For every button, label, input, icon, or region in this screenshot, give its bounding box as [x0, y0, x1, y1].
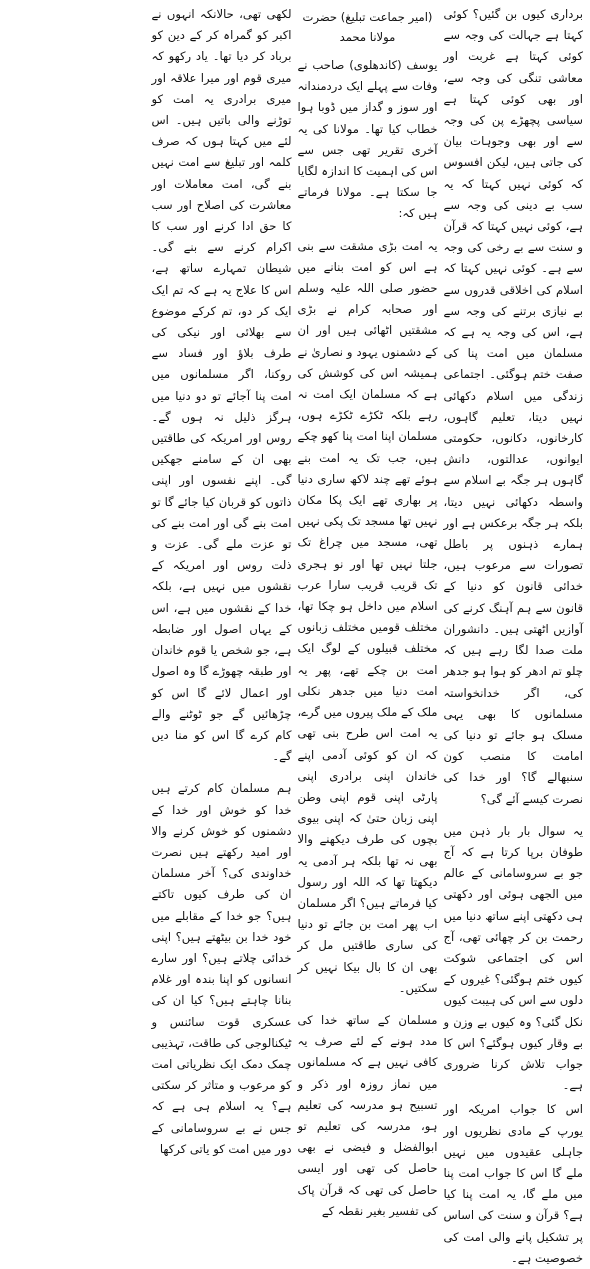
paragraph: یہ سوال بار بار ذہن میں طوفان برپا کرتا ہے کہ آج جو بے سروسامانی کے عالم میں الجھی ہوئی اور دکھتی ہی دکھتی اپنے ساتھ دنیا میں رحمت بن کر چھائی تھی، آج اس کی اجتماعی شوکت کیوں ختم ہوگئی؟ غیروں کے دلوں سے اس کی ہیبت کیوں نکل گئی؟ وہ کیوں بے وزن و بے وقار کیوں ہوگئے؟ اس کا جواب تلاش کرنا ضروری ہے۔ [443, 823, 583, 1093]
column-3 [149, 4, 295, 1156]
column-4 [4, 4, 149, 800]
column-2 [295, 4, 441, 1218]
paragraph-gap [298, 228, 438, 236]
paragraph: برداری کیوں بن گئیں؟ کوئی کہتا ہے جہالت کی وجہ سے کوئی کہتا ہے غربت اور معاشی تنگی کی وجہ سے، اور بھی کوئی کہتا ہے سیاسی پچھڑے پن کی وجہ سے اور بھی وجوہات بیان کی جاتی ہیں، لیکن افسوس کہ کوئی نہیں کہتا کہ یہ سب بے دینی کی وجہ سے ہے، کوئی نہیں کہتا کہ قرآن و سنت سے بے رخی کی وجہ سے ہے۔ کوئی نہیں کہتا کہ اسلام کی اخلاقی قدروں سے بے نیازی برتنے کی وجہ سے ہے، اس کی وجہ یہ ہے کہ مسلمان میں امت پنا کی صفت ختم ہوگئی۔ اجتماعی زندگی میں اسلام دکھائی نہیں دیتا، تعلیم گاہوں، کارخانوں، دکانوں، حکومتی ایوانوں، عدالتوں، دانش گاہوں ہر جگہ بے اسلام سے واسطہ دکھائی نہیں دیتا، بلکہ ہر جگہ برعکس ہے اور ہمارے ذہنوں پر باطل تصورات سے مرعوب ہیں، خدائی قانون کو دنیا کے قانون سے ہم آہنگ کرنے کی آوازیں اٹھتی ہیں۔ دانشوران ملت صدا لگا رہے ہیں کہ چلو تم ادھر کو ہوا ہو جدھر کی، اگر خدانخواستہ مسلمانوں کا بھی یہی مسلک ہو جائے تو دنیا کی امامت کا منصب کون سنبھالے گا؟ اور خدا کی نصرت کیسے آئے گی؟ [443, 7, 583, 806]
paragraph: یوسف (کاندھلوی) صاحب نے وفات سے پہلے ایک دردمندانہ اور سوز و گداز میں ڈوبا ہوا خطاب کیا تھا۔ مولانا کی یہ آخری تقریر تھی جس سے اس کی اہمیت کا اندازہ لگایا جا سکتا ہے۔ مولانا فرماتے ہیں کہ: [297, 58, 438, 221]
paragraph: مسلمان کے ساتھ خدا کی مدد ہونے کے لئے صرف یہ کافی نہیں ہے کہ مسلمانوں میں نماز روزہ اور ذکر و تسبیح ہو مدرسہ کی تعلیم ہو، مدرسہ کی تعلیم تو ابوالفضل و فیضی نے بھی حاصل کی تھی اور ایسی حاصل کی تھی کہ قرآن پاک کی تفسیر بغیر نقطہ کے [297, 1012, 438, 1218]
paragraph: اس کا جواب امریکہ اور یورپ کے مادی نظریوں اور جاہلی عقیدوں میں نہیں ملے گا اس کا جواب امت پنا میں ملے گا، یہ امت پنا کیا ہے؟ قرآن و سنت کی اساس پر تشکیل پانے والی امت کی خصوصیت ہے۔ [443, 1102, 583, 1265]
column-heading: (امیر جماعت تبلیغ) حضرت مولانا محمد [302, 10, 433, 44]
paragraph-gap [152, 770, 292, 778]
paragraph: لکھی تھی، حالانکہ انہوں نے اکبر کو گمراہ کر کے دین کو برباد کر دیا تھا۔ یاد رکھو کہ میری قوم اور میرا علاقہ اور میری برادری یہ امت کو توڑنے والی باتیں ہیں۔ اس لئے میں کہتا ہوں کہ صرف کلمہ اور تبلیغ سے امت نہیں بنے گی، امت معاملات اور معاشرت کی اصلاح اور سب کا حق ادا کرنے اور سب کا اکرام کرنے سے بنے گی۔ شیطان تمہارے ساتھ ہے، اس کا علاج یہ ہے کہ تم ایک ایک کر دو، تم کرکے موضوع سے بھلائی اور نیکی کی طرف بلاؤ اور فساد سے روکنا، اگر مسلمانوں میں امت پنا آجائے تو دو دنیا میں ہرگز ذلیل نہ ہوں گے۔ روس اور امریکہ کی طاقتیں بھی ان کے سامنے جھکیں گی۔ اپنے نفسوں اور اپنی ذاتوں کو قربان کیا جائے گا تو امت بنے گی اور امت بنے کی تو عزت ملے گی۔ عزت و ذلت روس اور امریکہ کے نقشوں میں نہیں ہے، بلکہ خدا کے نقشوں میں ہے، اس کے یہاں اصول اور ضابطہ ہے، جو شخص یا قوم خاندان اور طبقہ چھوڑے گا وہ اصول اور اعمال لائے گا اس کو چڑھائیں گے جو ٹوٹنے والے کام کرے گا اس کو منا دیں گے۔ [151, 7, 292, 764]
column-1 [441, 4, 587, 1265]
paragraph-gap [444, 813, 584, 821]
paragraph-gap [298, 1002, 438, 1010]
paragraph: یہ امت بڑی مشقت سے بنی ہے اس کو امت بنانے میں حضور صلی اللہ علیہ وسلم اور صحابہ کرام نے بڑی مشقتیں اٹھائی ہیں اور ان کے دشمنوں یہود و نصاریٰ نے ہمیشہ اس کی کوشش کی ہے کہ مسلمان ایک امت نہ رہے بلکہ ٹکڑے ٹکڑے ہوں، مسلمان اپنا امت پنا کھو چکے ہیں، جب تک یہ امت بنے ہوئے تھے چند لاکھ ساری دنیا پر بھاری تھے ایک پکا مکان نہیں تھا مسجد تک پکی نہیں تھی، مسجد میں چراغ تک جلتا نہیں تھا اور نو ہجری تک قریب قریب سارا عرب اسلام میں داخل ہو چکا تھا، مختلف قومیں مختلف زبانوں مختلف قبیلوں کے لوگ ایک امت بن چکے تھے، پھر یہ امت دنیا میں جدھر نکلی ملک کے ملک پیروں میں گرے، یہ امت اس طرح بنی تھی کہ ان کو کوئی آدمی اپنے خاندان اپنی برادری اپنی پارٹی اپنی قوم اپنی وطن اپنی زبان حتیٰ کہ اپنی بیوی بچوں کی طرف دیکھنے والا بھی نہ تھا بلکہ ہر آدمی یہ دیکھتا تھا کہ اللہ اور رسول کیا فرماتے ہیں؟ اگر مسلمان اب پھر امت بن جائے تو دنیا کی ساری طاقتیں مل کر بھی ان کا بال بیکا نہیں کر سکتیں۔ [297, 238, 438, 995]
paragraph: ہم مسلمان کام کرتے ہیں خدا کو خوش اور خدا کے دشمنوں کو خوش کرنے والا اور امید رکھتے ہیں نصرت خداوندی کی؟ آخر مسلمان ان کی طرف کیوں تاکتے ہیں؟ جو خدا کے مقابلے میں خود خدا بن بیٹھتے ہیں؟ اپنی خدائی چلاتے ہیں؟ اور سارے انسانوں کو اپنا بندہ اور غلام بنانا چاہتے ہیں؟ کیا ان کی عسکری قوت سائنس و ٹیکنالوجی کی طاقت، تہذیبی چمک دمک ایک نظریاتی امت کو مرعوب و متاثر کر سکتی ہے؟ یہ اسلام ہی ہے کہ جس نے بے سروسامانی کے دور میں امت کو یاتی کرکھا [151, 781, 292, 1156]
